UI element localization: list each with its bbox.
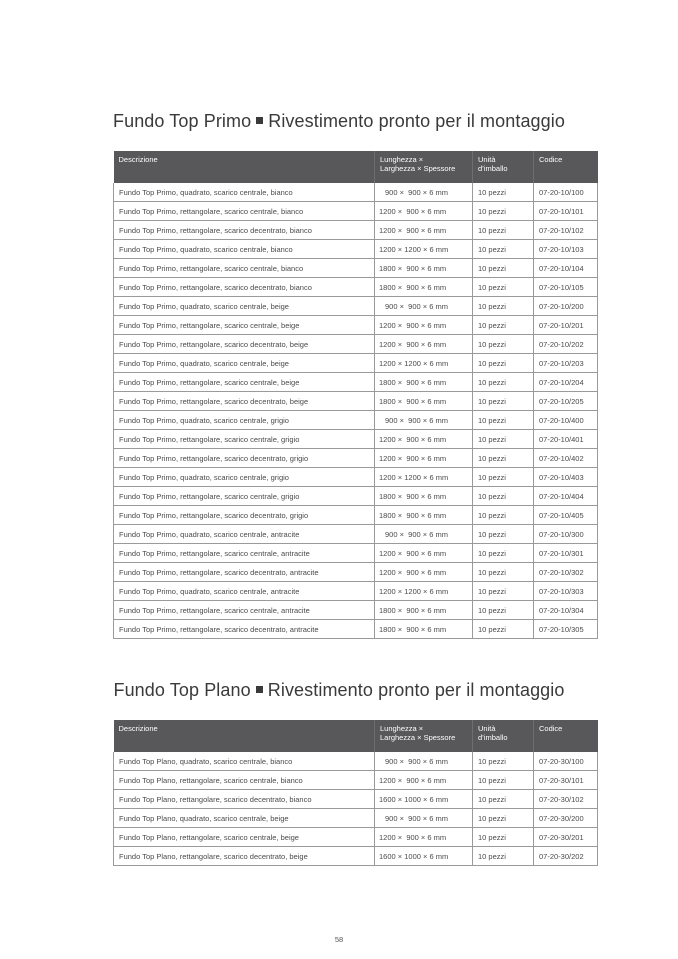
cell-description: Fundo Top Primo, rettangolare, scarico centrale, antracite — [114, 544, 375, 563]
cell-code: 07-20-10/104 — [534, 259, 598, 278]
table-row — [114, 847, 598, 866]
cell-dimensions: 1200 × 900 × 6 mm — [375, 316, 473, 335]
section-title-subtitle: Rivestimento pronto per il montaggio — [267, 680, 565, 700]
cell-code: 07-20-10/300 — [534, 525, 598, 544]
cell-code: 07-20-30/201 — [534, 828, 598, 847]
cell-code: 07-20-30/102 — [534, 790, 598, 809]
cell-code: 07-20-10/405 — [534, 506, 598, 525]
header-dimensions — [375, 720, 473, 752]
cell-unit: 10 pezzi — [473, 221, 534, 240]
cell-unit: 10 pezzi — [473, 601, 534, 620]
cell-unit: 10 pezzi — [473, 373, 534, 392]
cell-unit: 10 pezzi — [473, 468, 534, 487]
cell-code: 07-20-10/100 — [534, 183, 598, 202]
section-title-subtitle: Rivestimento pronto per il montaggio — [268, 111, 565, 131]
cell-dimensions: 900 × 900 × 6 mm — [375, 752, 473, 771]
cell-description: Fundo Top Primo, rettangolare, scarico decentrato, beige — [114, 392, 375, 411]
cell-description: Fundo Top Primo, quadrato, scarico centrale, beige — [114, 354, 375, 373]
table-row — [114, 259, 598, 278]
cell-unit: 10 pezzi — [473, 411, 534, 430]
table-row — [114, 240, 598, 259]
cell-dimensions: 900 × 900 × 6 mm — [375, 183, 473, 202]
cell-dimensions: 1200 × 1200 × 6 mm — [375, 354, 473, 373]
table-header-row — [114, 151, 598, 183]
cell-unit: 10 pezzi — [473, 809, 534, 828]
table-row — [114, 752, 598, 771]
cell-description: Fundo Top Primo, rettangolare, scarico decentrato, grigio — [114, 449, 375, 468]
cell-code: 07-20-10/204 — [534, 373, 598, 392]
table-row — [114, 297, 598, 316]
cell-description: Fundo Top Plano, rettangolare, scarico decentrato, beige — [114, 847, 375, 866]
cell-unit: 10 pezzi — [473, 335, 534, 354]
header-unit-line1: Unità — [478, 155, 496, 164]
table-row — [114, 354, 598, 373]
cell-code: 07-20-10/305 — [534, 620, 598, 639]
cell-dimensions: 1200 × 900 × 6 mm — [375, 771, 473, 790]
header-unit-line2: d’imballo — [478, 164, 508, 173]
header-dimensions-line2: Larghezza × Spessore — [380, 733, 456, 742]
cell-dimensions: 900 × 900 × 6 mm — [375, 297, 473, 316]
cell-description: Fundo Top Plano, quadrato, scarico centrale, beige — [114, 809, 375, 828]
cell-unit: 10 pezzi — [473, 259, 534, 278]
cell-unit: 10 pezzi — [473, 430, 534, 449]
cell-code: 07-20-10/301 — [534, 544, 598, 563]
cell-code: 07-20-10/404 — [534, 487, 598, 506]
cell-dimensions: 1200 × 900 × 6 mm — [375, 449, 473, 468]
cell-description: Fundo Top Primo, quadrato, scarico centrale, antracite — [114, 582, 375, 601]
table-row — [114, 601, 598, 620]
cell-unit: 10 pezzi — [473, 506, 534, 525]
table-row — [114, 183, 598, 202]
product-table-plano — [113, 720, 598, 866]
table-row — [114, 563, 598, 582]
cell-unit: 10 pezzi — [473, 316, 534, 335]
cell-dimensions: 1600 × 1000 × 6 mm — [375, 847, 473, 866]
cell-code: 07-20-30/202 — [534, 847, 598, 866]
cell-description: Fundo Top Primo, quadrato, scarico centrale, bianco — [114, 240, 375, 259]
table-row — [114, 544, 598, 563]
cell-unit: 10 pezzi — [473, 582, 534, 601]
table-row — [114, 202, 598, 221]
table-row — [114, 468, 598, 487]
table-row — [114, 506, 598, 525]
table-row — [114, 771, 598, 790]
table-row — [114, 487, 598, 506]
cell-code: 07-20-30/100 — [534, 752, 598, 771]
table-row — [114, 582, 598, 601]
table-row — [114, 316, 598, 335]
cell-description: Fundo Top Primo, rettangolare, scarico decentrato, beige — [114, 335, 375, 354]
page-number: 58 — [334, 935, 344, 944]
cell-code: 07-20-10/205 — [534, 392, 598, 411]
cell-dimensions: 1200 × 900 × 6 mm — [375, 202, 473, 221]
square-bullet-icon — [256, 117, 263, 124]
cell-description: Fundo Top Primo, quadrato, scarico centrale, bianco — [114, 183, 375, 202]
cell-code: 07-20-10/201 — [534, 316, 598, 335]
cell-description: Fundo Top Primo, rettangolare, scarico decentrato, grigio — [114, 506, 375, 525]
cell-unit: 10 pezzi — [473, 563, 534, 582]
cell-code: 07-20-10/200 — [534, 297, 598, 316]
header-description: Descrizione — [114, 720, 375, 752]
table-row — [114, 809, 598, 828]
cell-description: Fundo Top Primo, rettangolare, scarico centrale, grigio — [114, 430, 375, 449]
table-row — [114, 430, 598, 449]
cell-code: 07-20-10/400 — [534, 411, 598, 430]
table-header-row — [114, 720, 598, 752]
cell-dimensions: 1800 × 900 × 6 mm — [375, 620, 473, 639]
table-row — [114, 449, 598, 468]
table-body — [114, 752, 598, 866]
cell-dimensions: 1800 × 900 × 6 mm — [375, 487, 473, 506]
cell-description: Fundo Top Plano, rettangolare, scarico centrale, beige — [114, 828, 375, 847]
header-code: Codice — [534, 720, 598, 752]
cell-unit: 10 pezzi — [473, 354, 534, 373]
cell-code: 07-20-10/103 — [534, 240, 598, 259]
table-row — [114, 373, 598, 392]
cell-dimensions: 1800 × 900 × 6 mm — [375, 506, 473, 525]
table-row — [114, 525, 598, 544]
cell-dimensions: 1800 × 900 × 6 mm — [375, 259, 473, 278]
cell-unit: 10 pezzi — [473, 392, 534, 411]
cell-dimensions: 1200 × 900 × 6 mm — [375, 563, 473, 582]
cell-description: Fundo Top Primo, quadrato, scarico centrale, grigio — [114, 411, 375, 430]
cell-code: 07-20-10/403 — [534, 468, 598, 487]
section-title-product: Fundo Top Primo — [112, 111, 252, 131]
product-table-primo — [113, 151, 598, 639]
table-row — [114, 828, 598, 847]
cell-code: 07-20-10/401 — [534, 430, 598, 449]
cell-code: 07-20-30/200 — [534, 809, 598, 828]
cell-dimensions: 1200 × 900 × 6 mm — [375, 430, 473, 449]
cell-description: Fundo Top Primo, rettangolare, scarico centrale, beige — [114, 316, 375, 335]
cell-code: 07-20-10/304 — [534, 601, 598, 620]
cell-code: 07-20-30/101 — [534, 771, 598, 790]
cell-description: Fundo Top Primo, rettangolare, scarico decentrato, antracite — [114, 563, 375, 582]
section-title-primo — [0, 111, 678, 132]
table-row — [114, 278, 598, 297]
cell-code: 07-20-10/203 — [534, 354, 598, 373]
table-row — [114, 335, 598, 354]
cell-dimensions: 1800 × 900 × 6 mm — [375, 278, 473, 297]
cell-description: Fundo Top Plano, quadrato, scarico centrale, bianco — [114, 752, 375, 771]
cell-code: 07-20-10/202 — [534, 335, 598, 354]
cell-unit: 10 pezzi — [473, 790, 534, 809]
cell-description: Fundo Top Primo, rettangolare, scarico decentrato, bianco — [114, 221, 375, 240]
cell-code: 07-20-10/402 — [534, 449, 598, 468]
cell-dimensions: 1800 × 900 × 6 mm — [375, 601, 473, 620]
cell-unit: 10 pezzi — [473, 620, 534, 639]
table-row — [114, 620, 598, 639]
table-row — [114, 392, 598, 411]
cell-unit: 10 pezzi — [473, 828, 534, 847]
cell-unit: 10 pezzi — [473, 847, 534, 866]
section-title-product: Fundo Top Plano — [113, 680, 251, 700]
cell-description: Fundo Top Plano, rettangolare, scarico decentrato, bianco — [114, 790, 375, 809]
cell-unit: 10 pezzi — [473, 771, 534, 790]
cell-dimensions: 1600 × 1000 × 6 mm — [375, 790, 473, 809]
cell-unit: 10 pezzi — [473, 752, 534, 771]
cell-description: Fundo Top Primo, rettangolare, scarico centrale, bianco — [114, 202, 375, 221]
header-unit-line2: d’imballo — [478, 733, 508, 742]
cell-dimensions: 1200 × 900 × 6 mm — [375, 221, 473, 240]
cell-dimensions: 1200 × 1200 × 6 mm — [375, 468, 473, 487]
cell-description: Fundo Top Primo, rettangolare, scarico centrale, grigio — [114, 487, 375, 506]
cell-code: 07-20-10/303 — [534, 582, 598, 601]
square-bullet-icon — [256, 686, 263, 693]
header-unit — [473, 720, 534, 752]
cell-code: 07-20-10/105 — [534, 278, 598, 297]
cell-dimensions: 900 × 900 × 6 mm — [375, 809, 473, 828]
header-dimensions-line1: Lunghezza × — [380, 155, 424, 164]
cell-dimensions: 1200 × 900 × 6 mm — [375, 335, 473, 354]
cell-unit: 10 pezzi — [473, 183, 534, 202]
cell-description: Fundo Top Primo, quadrato, scarico centrale, beige — [114, 297, 375, 316]
cell-unit: 10 pezzi — [473, 202, 534, 221]
cell-dimensions: 1200 × 1200 × 6 mm — [375, 582, 473, 601]
cell-unit: 10 pezzi — [473, 278, 534, 297]
cell-code: 07-20-10/101 — [534, 202, 598, 221]
cell-dimensions: 1800 × 900 × 6 mm — [375, 392, 473, 411]
header-description: Descrizione — [114, 151, 375, 183]
section-title-plano — [0, 680, 678, 701]
cell-unit: 10 pezzi — [473, 297, 534, 316]
cell-code: 07-20-10/302 — [534, 563, 598, 582]
header-unit — [473, 151, 534, 183]
table-row — [114, 411, 598, 430]
header-unit-line1: Unità — [478, 724, 496, 733]
header-code: Codice — [534, 151, 598, 183]
cell-description: Fundo Top Primo, quadrato, scarico centrale, antracite — [114, 525, 375, 544]
header-dimensions-line1: Lunghezza × — [380, 724, 424, 733]
cell-dimensions: 1200 × 900 × 6 mm — [375, 828, 473, 847]
cell-unit: 10 pezzi — [473, 240, 534, 259]
cell-dimensions: 1200 × 1200 × 6 mm — [375, 240, 473, 259]
cell-description: Fundo Top Primo, rettangolare, scarico centrale, antracite — [114, 601, 375, 620]
cell-description: Fundo Top Primo, rettangolare, scarico centrale, beige — [114, 373, 375, 392]
cell-code: 07-20-10/102 — [534, 221, 598, 240]
header-dimensions-line2: Larghezza × Spessore — [380, 164, 456, 173]
cell-description: Fundo Top Primo, quadrato, scarico centrale, grigio — [114, 468, 375, 487]
header-dimensions — [375, 151, 473, 183]
cell-unit: 10 pezzi — [473, 449, 534, 468]
cell-description: Fundo Top Primo, rettangolare, scarico decentrato, antracite — [114, 620, 375, 639]
cell-unit: 10 pezzi — [473, 525, 534, 544]
cell-dimensions: 900 × 900 × 6 mm — [375, 525, 473, 544]
cell-dimensions: 1200 × 900 × 6 mm — [375, 544, 473, 563]
cell-description: Fundo Top Primo, rettangolare, scarico decentrato, bianco — [114, 278, 375, 297]
cell-dimensions: 900 × 900 × 6 mm — [375, 411, 473, 430]
cell-description: Fundo Top Primo, rettangolare, scarico centrale, bianco — [114, 259, 375, 278]
table-row — [114, 790, 598, 809]
cell-dimensions: 1800 × 900 × 6 mm — [375, 373, 473, 392]
table-row — [114, 221, 598, 240]
cell-unit: 10 pezzi — [473, 487, 534, 506]
cell-description: Fundo Top Plano, rettangolare, scarico centrale, bianco — [114, 771, 375, 790]
cell-unit: 10 pezzi — [473, 544, 534, 563]
table-body — [114, 183, 598, 639]
